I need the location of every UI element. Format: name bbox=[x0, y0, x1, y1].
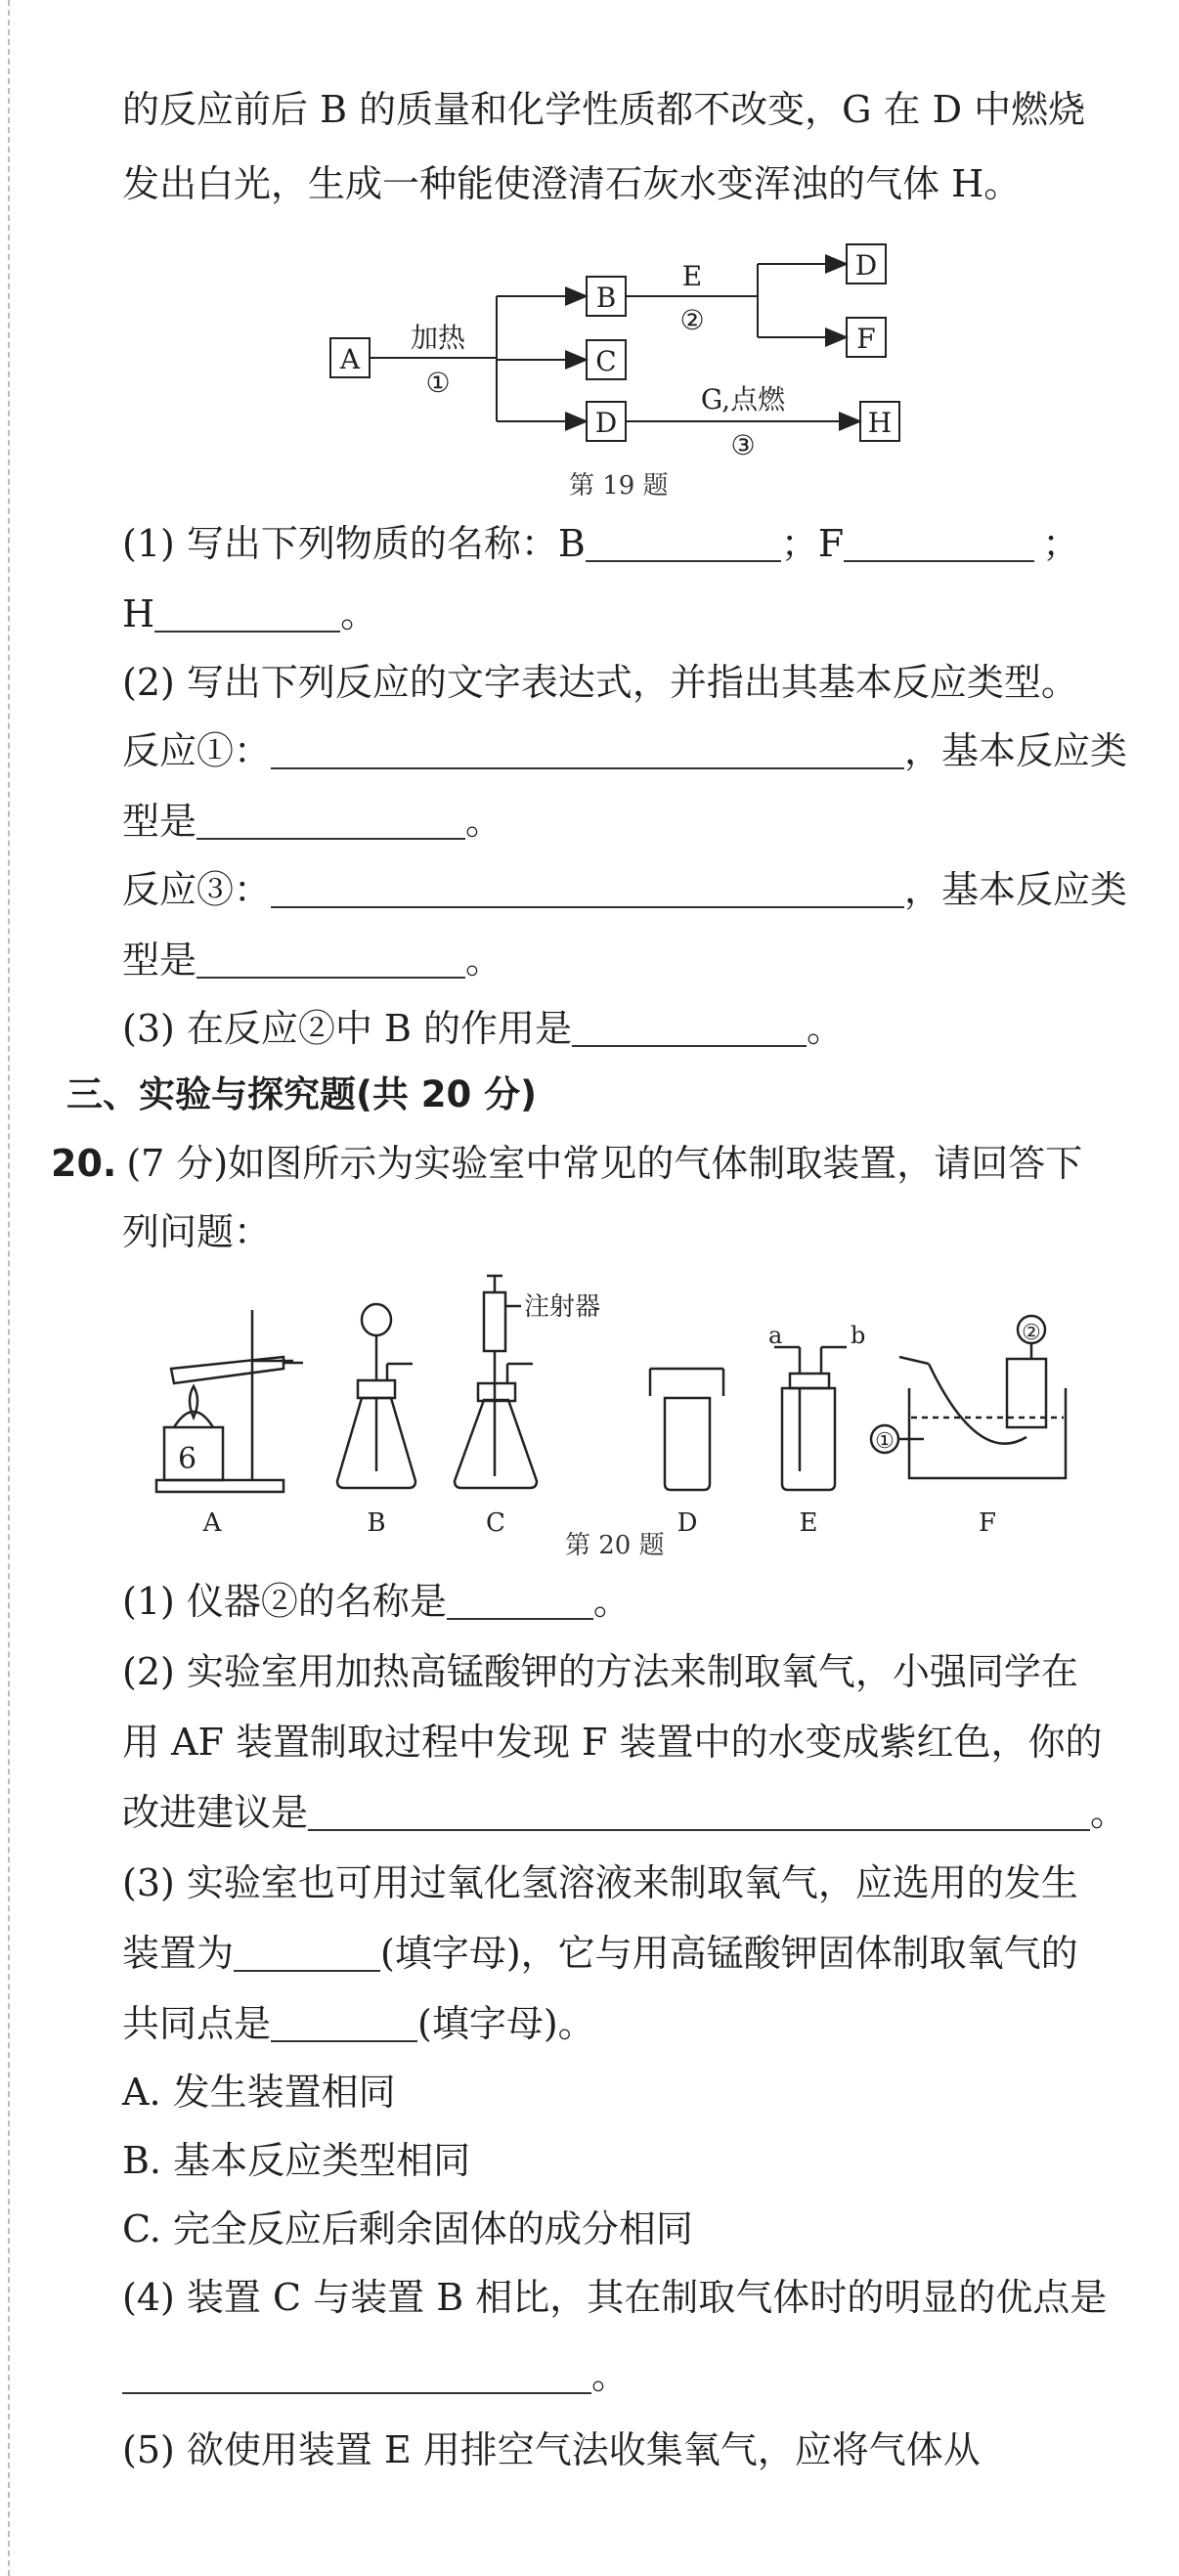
q19-r3-type-label: 型是 bbox=[122, 939, 197, 982]
label-reaction-2: ② bbox=[679, 304, 705, 336]
q20-s2-end: 。 bbox=[1090, 1791, 1128, 1834]
q20-sub4-line2 bbox=[122, 2352, 629, 2399]
label-circle-1: ① bbox=[875, 1429, 895, 1454]
q19-part3 bbox=[122, 1005, 844, 1052]
q19-p1-H: H bbox=[122, 592, 155, 635]
q19-reaction3-line bbox=[122, 866, 1127, 913]
q20-option-C: C. 完全反应后剩余固体的成分相同 bbox=[122, 2207, 693, 2250]
caption-19: 第 19 题 bbox=[569, 471, 669, 501]
section-3-title: 三、实验与探究题(共 20 分) bbox=[66, 1073, 538, 1115]
q19-r3-end: 。 bbox=[465, 939, 503, 982]
box-D-upper-label: D bbox=[854, 249, 878, 282]
answer-blank-reaction1[interactable] bbox=[271, 734, 904, 769]
q19-r1-type-label: 型是 bbox=[122, 800, 197, 843]
q19-r3-label: 反应③： bbox=[122, 868, 272, 911]
intro-line-2: 发出白光，生成一种能使澄清石灰水变浑浊的气体 H。 bbox=[122, 162, 1022, 205]
port-a: a bbox=[768, 1322, 783, 1349]
q19-p3-end: 。 bbox=[807, 1007, 845, 1050]
answer-blank-F[interactable] bbox=[844, 527, 1034, 562]
label-C: C bbox=[486, 1508, 505, 1538]
label-E: E bbox=[681, 260, 703, 292]
label-E: E bbox=[799, 1508, 818, 1538]
q20-sub1 bbox=[122, 1578, 631, 1625]
q20-sub2-line1: (2) 实验室用加热高锰酸钾的方法来制取氧气，小强同学在 bbox=[122, 1650, 1078, 1693]
q19-p3-text: (3) 在反应②中 B 的作用是 bbox=[122, 1007, 572, 1050]
answer-blank-reaction3-type[interactable] bbox=[196, 943, 465, 979]
syringe-label: 注射器 bbox=[524, 1292, 601, 1322]
q19-r1-label: 反应①： bbox=[122, 729, 272, 772]
q20-s3-fill2: (填字母)。 bbox=[417, 2002, 595, 2045]
q20-option-B: B. 基本反应类型相同 bbox=[122, 2139, 471, 2182]
label-reaction-1: ① bbox=[425, 367, 451, 399]
q20-s3-common: 共同点是 bbox=[122, 2002, 272, 2045]
q20-s3-device: 装置为 bbox=[122, 1932, 235, 1975]
q19-part1 bbox=[122, 520, 1079, 567]
answer-blank-reaction1-type[interactable] bbox=[196, 805, 465, 840]
q19-part2: (2) 写出下列反应的文字表达式，并指出其基本反应类型。 bbox=[122, 661, 1078, 704]
label-A: A bbox=[202, 1508, 222, 1538]
q19-part1-H bbox=[122, 590, 377, 637]
q19-r1-end: 。 bbox=[465, 800, 503, 843]
answer-blank-device[interactable] bbox=[234, 1937, 380, 1972]
q19-reaction1-type-line bbox=[122, 798, 502, 845]
q20-sub2-line3 bbox=[122, 1789, 1127, 1836]
label-heat: 加热 bbox=[410, 322, 466, 354]
port-b: b bbox=[851, 1322, 866, 1349]
q20-sub3-line2 bbox=[122, 1930, 1078, 1977]
caption-20: 第 20 题 bbox=[565, 1531, 665, 1560]
answer-blank-B-role[interactable] bbox=[572, 1012, 807, 1047]
apparatus-D bbox=[650, 1369, 723, 1490]
label-D: D bbox=[677, 1508, 698, 1538]
q20-option-A: A. 发生装置相同 bbox=[122, 2071, 396, 2114]
q19-p1-text: (1) 写出下列物质的名称：B bbox=[122, 522, 586, 565]
apparatus-B bbox=[337, 1304, 415, 1488]
answer-blank-reaction3[interactable] bbox=[271, 873, 904, 908]
q19-p1-semicolon: ； bbox=[1042, 522, 1080, 565]
q19-reaction1-line bbox=[122, 727, 1127, 774]
label-circle-2: ② bbox=[1022, 1321, 1041, 1345]
answer-blank-B[interactable] bbox=[586, 527, 781, 562]
q20-sub3-line1: (3) 实验室也可用过氧化氢溶液来制取氧气，应选用的发生 bbox=[122, 1861, 1078, 1904]
q20-number: 20. bbox=[51, 1142, 117, 1185]
answer-blank-improvement[interactable] bbox=[308, 1796, 1090, 1831]
q20-s1-text: (1) 仪器②的名称是 bbox=[122, 1580, 447, 1623]
answer-blank-instrument2[interactable] bbox=[447, 1585, 593, 1620]
q19-p1-end: 。 bbox=[340, 592, 378, 635]
box-A-label: A bbox=[339, 343, 361, 375]
box-C-label: C bbox=[595, 345, 617, 377]
q20-line-1 bbox=[51, 1140, 1082, 1187]
answer-blank-common[interactable] bbox=[271, 2007, 417, 2042]
q20-sub4-line1: (4) 装置 C 与装置 B 相比，其在制取气体时的明显的优点是 bbox=[122, 2276, 1108, 2319]
label-B: B bbox=[367, 1508, 386, 1538]
q19-p1-F: ；F bbox=[780, 522, 845, 565]
q20-sub2-line2: 用 AF 装置制取过程中发现 F 装置中的水变成紫红色，你的 bbox=[122, 1721, 1103, 1764]
q19-reaction3-type-line bbox=[122, 937, 502, 983]
box-D-lower-label: D bbox=[594, 407, 618, 439]
q20-s4-end: 。 bbox=[591, 2354, 630, 2397]
apparatus-E bbox=[774, 1347, 847, 1490]
answer-blank-advantage[interactable] bbox=[122, 2359, 591, 2394]
q20-s2-suggest: 改进建议是 bbox=[122, 1791, 309, 1834]
label-reaction-3: ③ bbox=[730, 429, 756, 461]
intro-line-1: 的反应前后 B 的质量和化学性质都不改变，G 在 D 中燃烧 bbox=[122, 88, 1086, 131]
flow-diagram-19 bbox=[0, 0, 1179, 508]
svg-text:6: 6 bbox=[178, 1442, 197, 1476]
q20-s3-fill: (填字母)，它与用高锰酸钾固体制取氧气的 bbox=[380, 1932, 1078, 1975]
box-H-label: H bbox=[867, 407, 893, 439]
box-F-label: F bbox=[856, 323, 876, 355]
q20-stem: (7 分)如图所示为实验室中常见的气体制取装置，请回答下 bbox=[126, 1142, 1083, 1185]
q20-sub5-line1: (5) 欲使用装置 E 用排空气法收集氧气，应将气体从 bbox=[122, 2428, 981, 2471]
q20-s1-end: 。 bbox=[592, 1580, 631, 1623]
q19-r1-type: ，基本反应类 bbox=[904, 729, 1128, 772]
apparatus-A bbox=[156, 1310, 303, 1492]
label-G-ignite: G,点燃 bbox=[700, 383, 786, 415]
box-B-label: B bbox=[595, 282, 617, 314]
q20-sub3-line3 bbox=[122, 2000, 595, 2047]
q19-r3-type: ，基本反应类 bbox=[904, 868, 1128, 911]
answer-blank-H[interactable] bbox=[154, 597, 340, 633]
q20-line-2: 列问题： bbox=[122, 1210, 272, 1253]
label-F: F bbox=[978, 1508, 997, 1538]
